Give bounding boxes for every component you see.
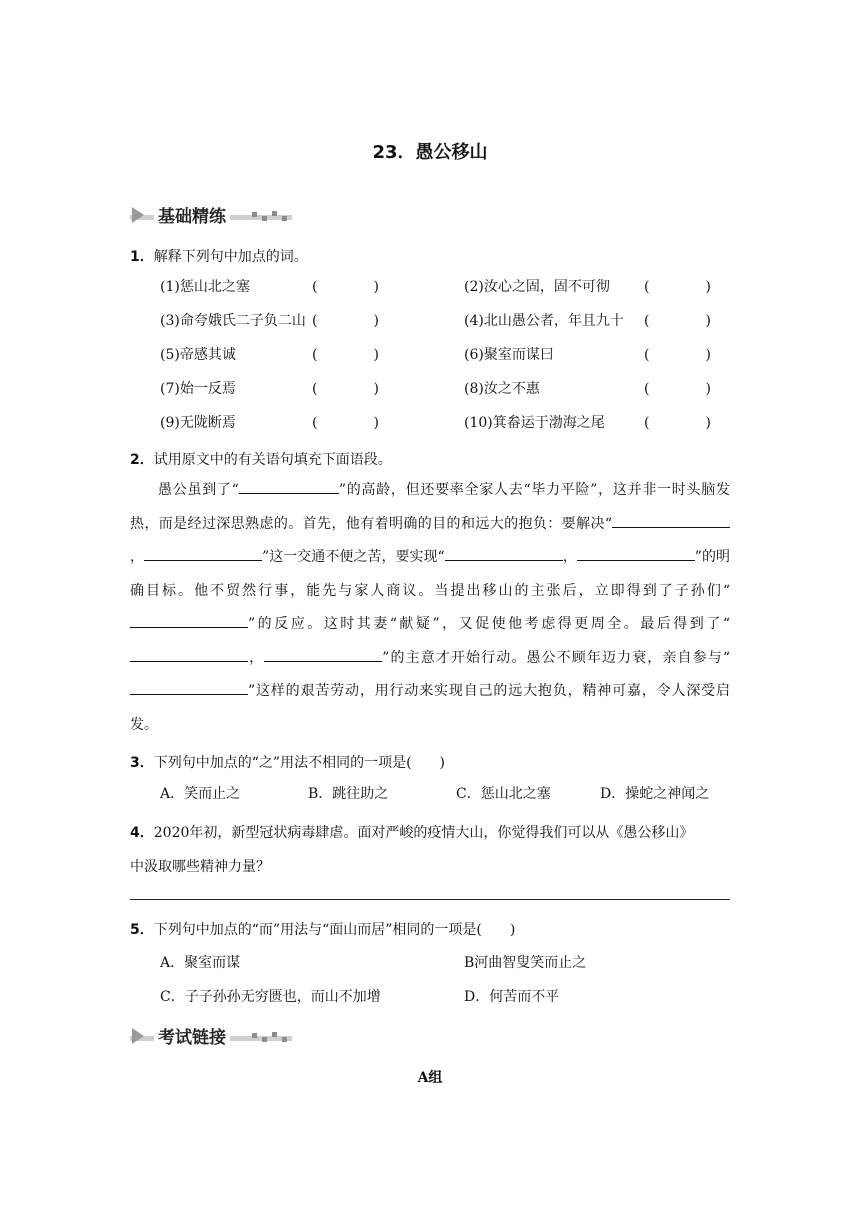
q3-option-c[interactable]: C．惩山北之塞: [456, 786, 551, 802]
blank-field[interactable]: [612, 513, 730, 528]
question-1: [130, 246, 308, 266]
q1-item-6: (6)聚室而谋曰: [464, 347, 554, 363]
q5-option-d[interactable]: D．何苦而不平: [464, 989, 560, 1005]
blank-field[interactable]: [130, 613, 248, 628]
q1-answer-2[interactable]: ( ): [644, 279, 711, 295]
blank-field[interactable]: [130, 680, 248, 695]
blank-field[interactable]: [144, 546, 262, 561]
question-number: 4．: [130, 825, 154, 841]
question-number: 5．: [130, 922, 154, 938]
blank-field[interactable]: [239, 479, 339, 494]
section-label: 基础精练: [154, 202, 230, 227]
q1-answer-10[interactable]: ( ): [644, 415, 711, 431]
arrow-icon: [132, 207, 144, 223]
arrow-icon: [132, 1028, 144, 1044]
page-title: 23．愚公移山: [372, 142, 488, 163]
q3-option-a[interactable]: A．笑而止之: [160, 786, 241, 802]
q1-item-3: (3)命夸娥氏二子负二山: [160, 313, 306, 329]
q1-answer-7[interactable]: ( ): [312, 381, 379, 397]
q1-item-5: (5)帝感其诚: [160, 347, 236, 363]
q1-answer-8[interactable]: ( ): [644, 381, 711, 397]
question-stem: 下列句中加点的“之”用法不相同的一项是( ): [153, 755, 445, 771]
q1-item-1: (1)惩山北之塞: [160, 279, 250, 295]
q5-option-c[interactable]: C．子子孙孙无穷匮也，而山不加增: [160, 989, 381, 1005]
q3-option-d[interactable]: D．操蛇之神闻之: [600, 786, 710, 802]
question-stem: 试用原文中的有关语句填充下面语段。: [153, 452, 392, 468]
question-number: 1．: [130, 249, 154, 265]
q1-answer-6[interactable]: ( ): [644, 347, 711, 363]
section-label: 考试链接: [154, 1023, 230, 1048]
q1-item-10: (10)箕畚运于渤海之尾: [464, 415, 605, 431]
answer-line[interactable]: [130, 899, 730, 900]
q3-option-b[interactable]: B．跳往助之: [308, 786, 389, 802]
q1-answer-9[interactable]: ( ): [312, 415, 379, 431]
question-stem: 解释下列句中加点的词。: [153, 249, 308, 265]
question-number: 2．: [130, 452, 154, 468]
q5-option-b[interactable]: B河曲智叟笑而止之: [464, 955, 587, 971]
question-4-line2: 中汲取哪些精神力量？: [130, 859, 270, 875]
blank-field[interactable]: [264, 647, 382, 662]
q1-item-9: (9)无陇断焉: [160, 415, 236, 431]
q1-item-4: (4)北山愚公者，年且九十: [464, 313, 624, 329]
q5-option-a[interactable]: A．聚室而谋: [160, 955, 241, 971]
section-banner-basic: [130, 202, 292, 226]
question-3: [130, 752, 445, 772]
blank-field[interactable]: [577, 546, 695, 561]
question-2: [130, 449, 392, 469]
q1-item-8: (8)汝之不惠: [464, 381, 540, 397]
q1-answer-4[interactable]: ( ): [644, 313, 711, 329]
blank-field[interactable]: [445, 546, 563, 561]
group-heading: A组: [417, 1070, 443, 1086]
section-banner-exam: [130, 1023, 292, 1047]
question-number: 3．: [130, 755, 154, 771]
q1-item-2: (2)汝心之固，固不可彻: [464, 279, 610, 295]
question-5: [130, 919, 515, 939]
q1-answer-3[interactable]: ( ): [312, 313, 379, 329]
q1-answer-1[interactable]: ( ): [312, 279, 379, 295]
question-4: [130, 822, 693, 842]
question-stem: 2020年初，新型冠状病毒肆虐。面对严峻的疫情大山，你觉得我们可以从《愚公移山》: [153, 825, 694, 841]
q2-passage: 愚公虽到了“ ”的高龄，但还要率全家人去“毕力平险”，这并非一时头脑发热，而是经过深思熟虑的。首先，他有着明确的目的和远大的抱负：要解决“， ”这一交通不便之苦，要实现“ ， ”的明确目标。他不贸然行事，能先与家人商议。当提出移山的主张后，立即得到了子孙们“”的反应。这时其妻“献疑”，又促使他考虑得更周全。最后得到了“， ”的主意才开始行动。愚公不顾年迈力衰，亲自参与“”这样的艰苦劳动，用行动来实现自己的远大抱负，精神可嘉，令人深受启发。: [130, 474, 730, 742]
q1-item-7: (7)始一反焉: [160, 381, 236, 397]
q1-answer-5[interactable]: ( ): [312, 347, 379, 363]
question-stem: 下列句中加点的“而”用法与“面山而居”相同的一项是( ): [153, 922, 516, 938]
blank-field[interactable]: [130, 647, 248, 662]
